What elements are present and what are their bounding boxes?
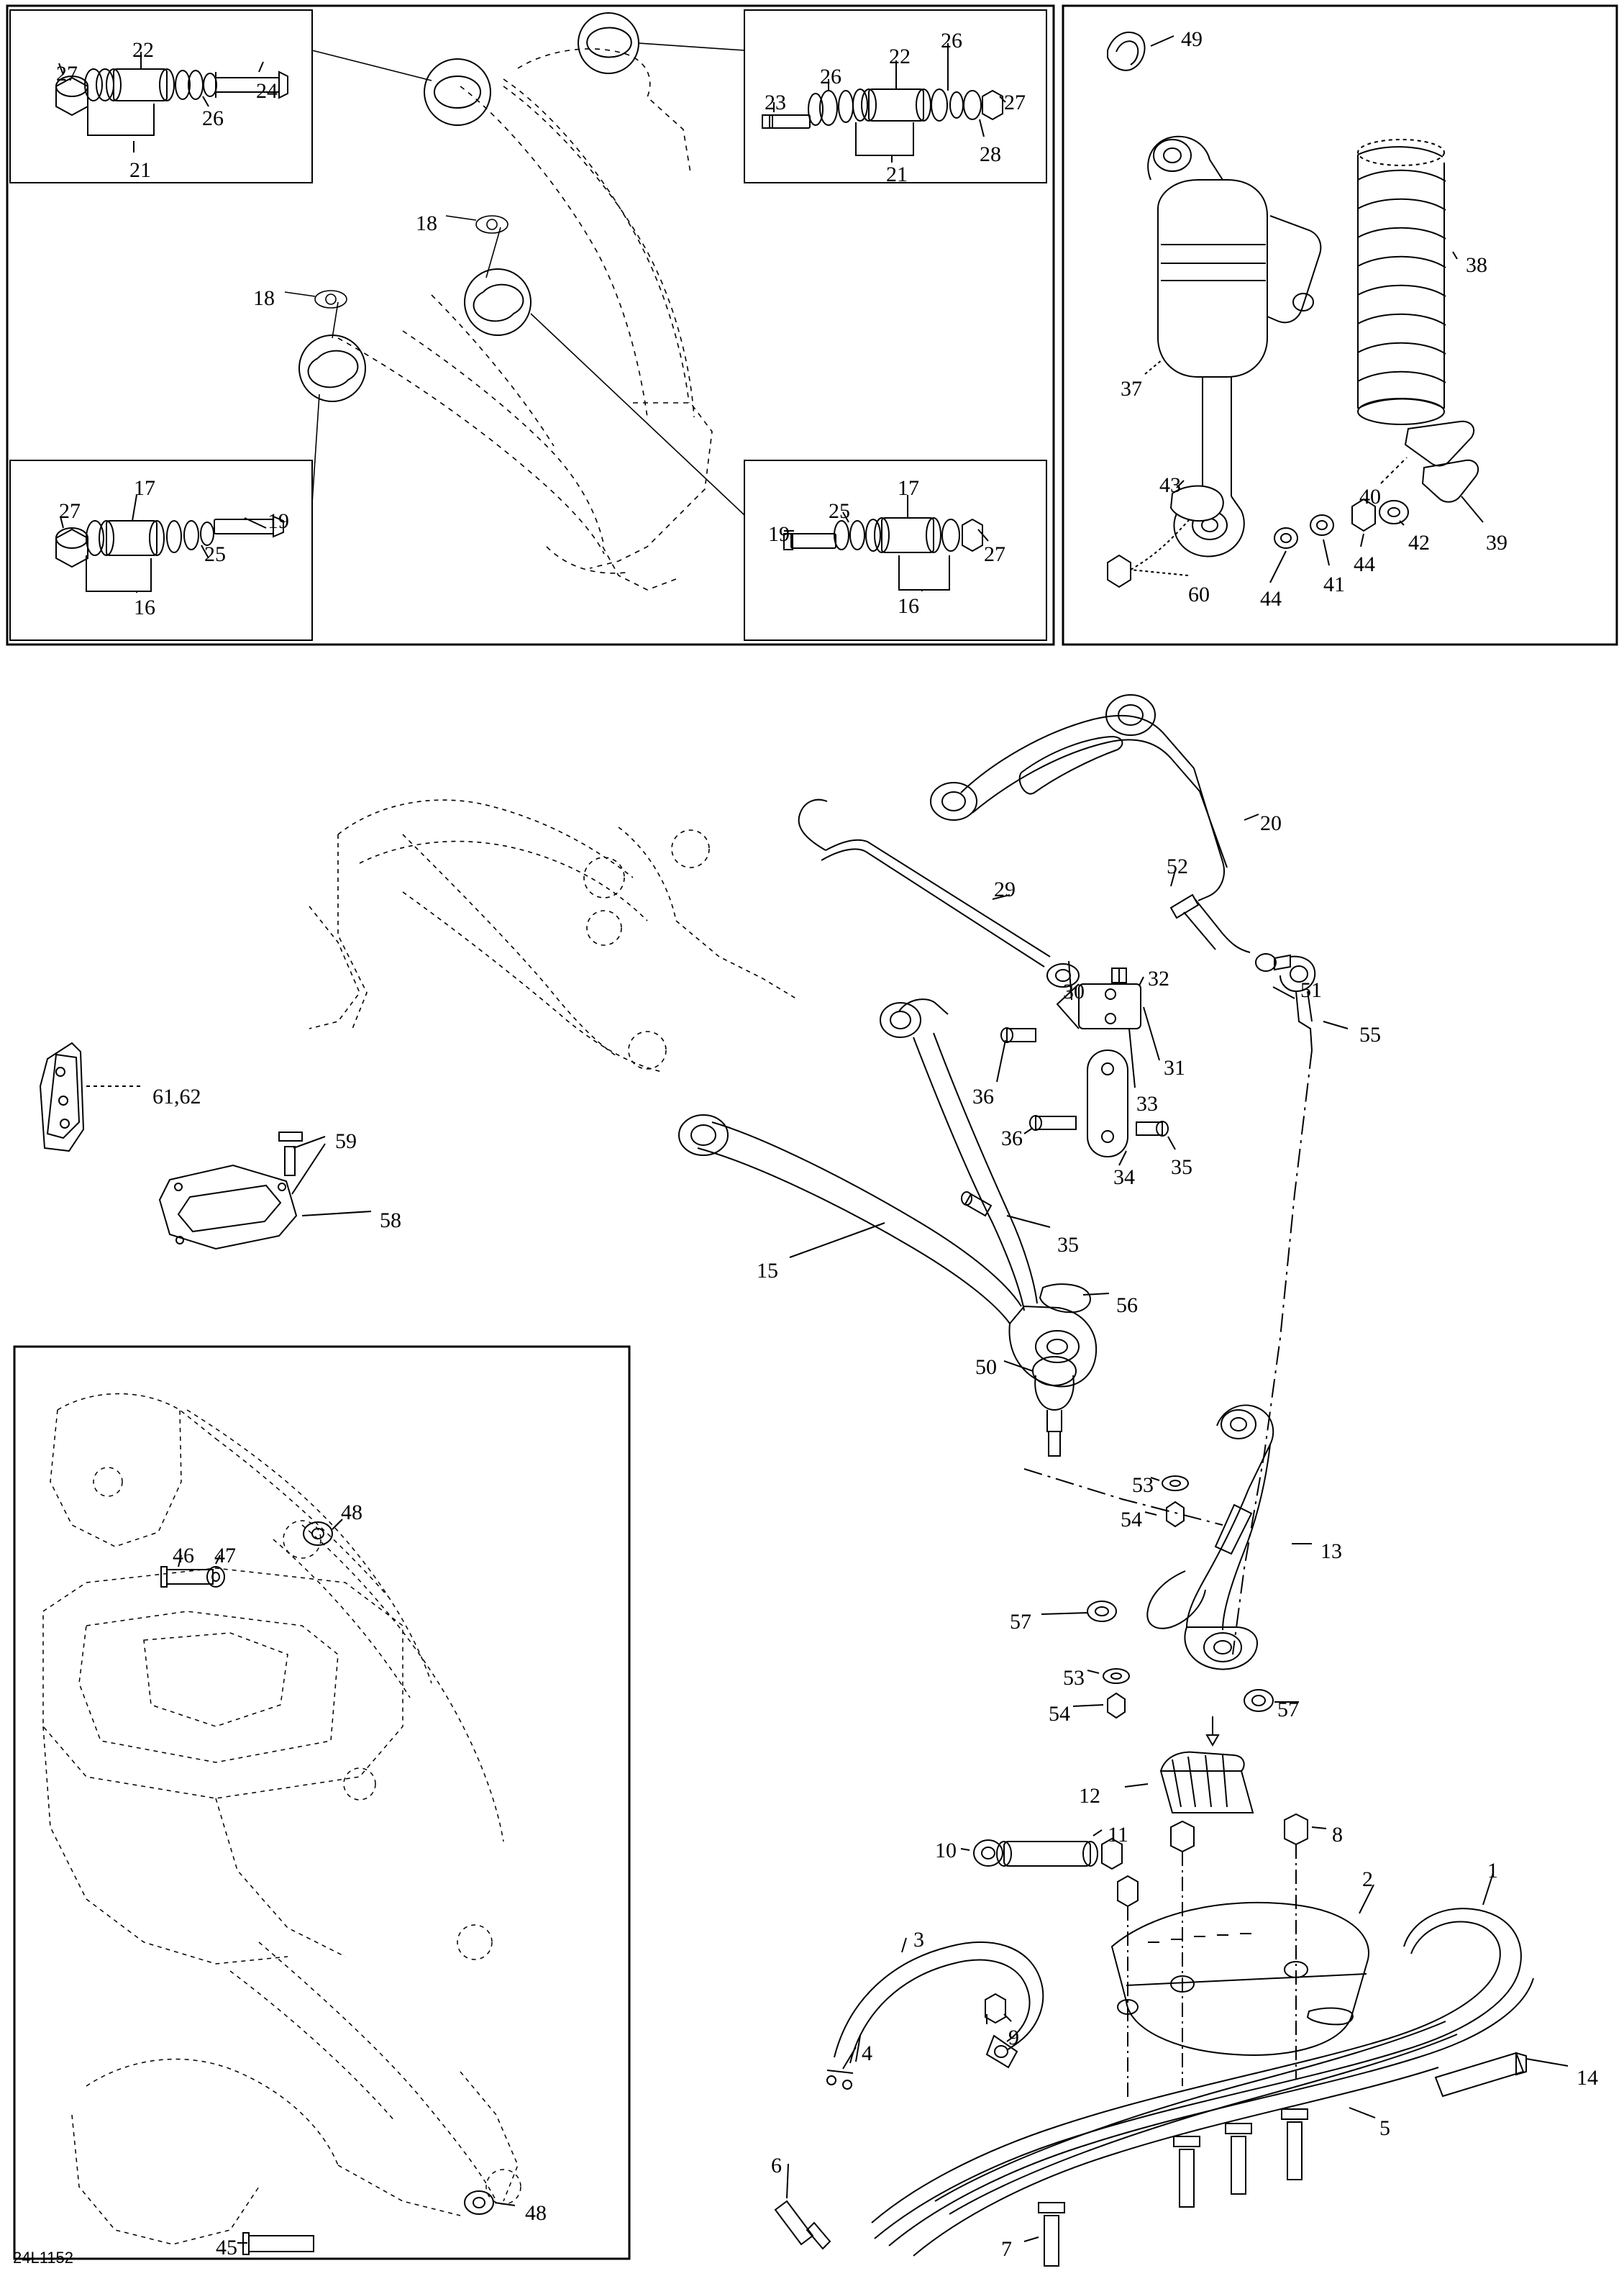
callout-36b: 36	[1001, 1126, 1023, 1150]
callout-53b: 53	[1063, 1666, 1085, 1690]
callout-13: 13	[1320, 1539, 1342, 1563]
callout-61-62: 61,62	[152, 1085, 201, 1109]
callout-7: 7	[1001, 2237, 1012, 2261]
callout-37: 37	[1121, 377, 1142, 401]
callout-31: 31	[1164, 1056, 1185, 1080]
callout-58: 58	[380, 1208, 401, 1232]
callout-1: 1	[1487, 1859, 1498, 1883]
callout-19b: 19	[768, 522, 790, 546]
callout-48a: 48	[341, 1501, 362, 1524]
callout-16b: 16	[898, 594, 919, 618]
callout-35a: 35	[1171, 1155, 1192, 1179]
callout-22b: 22	[889, 45, 911, 68]
callout-53a: 53	[1132, 1473, 1154, 1497]
callout-35b: 35	[1057, 1233, 1079, 1257]
callout-57b: 57	[1277, 1698, 1299, 1721]
callout-56: 56	[1116, 1293, 1138, 1317]
callout-8: 8	[1332, 1823, 1343, 1847]
callout-9: 9	[1008, 2026, 1019, 2049]
callout-34: 34	[1113, 1165, 1135, 1189]
callout-27d: 27	[984, 542, 1005, 566]
callout-32: 32	[1148, 967, 1169, 991]
callout-23: 23	[765, 91, 786, 114]
callout-36a: 36	[972, 1085, 994, 1109]
callout-4: 4	[862, 2041, 872, 2065]
callout-19a: 19	[268, 509, 289, 533]
callout-12: 12	[1079, 1784, 1100, 1808]
document-code: 24L1152	[13, 2249, 74, 2267]
callout-45: 45	[216, 2236, 237, 2259]
callout-27a: 27	[56, 62, 78, 86]
callout-43: 43	[1159, 473, 1181, 497]
callout-26c: 26	[941, 29, 962, 53]
callout-21b: 21	[886, 163, 908, 186]
callout-11: 11	[1108, 1823, 1128, 1847]
callout-26a: 26	[202, 106, 224, 130]
callout-46: 46	[173, 1544, 194, 1567]
callout-14: 14	[1577, 2066, 1598, 2090]
callout-2: 2	[1362, 1867, 1373, 1891]
callout-29: 29	[994, 878, 1016, 901]
callout-15: 15	[757, 1259, 778, 1283]
callout-40: 40	[1359, 485, 1381, 509]
callout-52: 52	[1167, 855, 1188, 878]
callout-57a: 57	[1010, 1610, 1031, 1634]
callout-26b: 26	[820, 65, 841, 88]
callout-41: 41	[1323, 573, 1345, 596]
callout-18a: 18	[416, 211, 437, 235]
callout-30: 30	[1063, 980, 1085, 1003]
callout-44b: 44	[1260, 587, 1282, 611]
callout-54b: 54	[1049, 1702, 1070, 1726]
callout-50: 50	[975, 1355, 997, 1379]
callout-51: 51	[1300, 978, 1322, 1002]
callout-3: 3	[913, 1928, 924, 1952]
callout-18b: 18	[253, 286, 275, 310]
callout-33: 33	[1136, 1092, 1158, 1116]
callout-54a: 54	[1121, 1508, 1142, 1531]
callout-10: 10	[935, 1839, 957, 1862]
callout-49: 49	[1181, 27, 1203, 51]
callout-60: 60	[1188, 583, 1210, 606]
callout-55: 55	[1359, 1023, 1381, 1047]
callout-5: 5	[1379, 2116, 1390, 2140]
callout-59: 59	[335, 1129, 357, 1153]
callout-17a: 17	[134, 476, 155, 500]
callout-6: 6	[771, 2154, 782, 2177]
callout-42: 42	[1408, 531, 1430, 555]
callout-27c: 27	[59, 499, 81, 523]
callout-39: 39	[1486, 531, 1507, 555]
callout-22a: 22	[132, 38, 154, 62]
callout-28: 28	[980, 142, 1001, 166]
callout-16a: 16	[134, 596, 155, 619]
callout-47: 47	[214, 1544, 236, 1567]
callout-48b: 48	[525, 2201, 547, 2225]
callout-17b: 17	[898, 476, 919, 500]
callout-38: 38	[1466, 253, 1487, 277]
callout-21a: 21	[129, 158, 151, 182]
callout-44a: 44	[1354, 552, 1375, 576]
callout-20: 20	[1260, 811, 1282, 835]
callout-25a: 25	[204, 542, 226, 566]
callout-25b: 25	[829, 499, 850, 523]
callout-27b: 27	[1004, 91, 1026, 114]
callout-24: 24	[256, 79, 278, 103]
